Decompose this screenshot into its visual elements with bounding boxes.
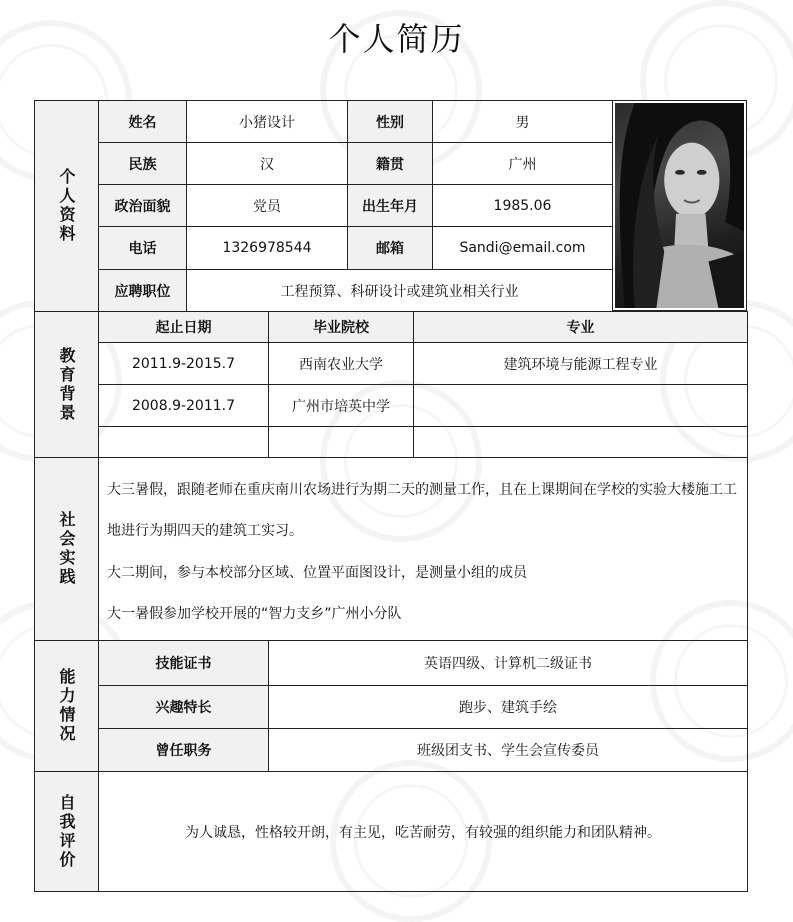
edu-header-date: 起止日期 (98, 311, 269, 343)
edu-row-major (413, 384, 748, 427)
ability-value: 班级团支书、学生会宣传委员 (268, 728, 748, 772)
profile-photo (612, 100, 747, 311)
section-label-evaluation (34, 771, 99, 892)
edu-header-major: 专业 (413, 311, 748, 343)
ability-value: 跑步、建筑手绘 (268, 685, 748, 729)
name-label: 姓名 (98, 100, 187, 143)
section-label-text: 个人资料 (57, 168, 76, 244)
practice-line: 大一暑假参加学校开展的“智力支乡”广州小分队 (107, 606, 402, 622)
section-label-text: 能力情况 (57, 668, 76, 744)
ethnicity-label: 民族 (98, 142, 187, 185)
origin-label: 籍贯 (347, 142, 433, 185)
section-label-social (34, 457, 99, 641)
edu-row-major (413, 426, 748, 458)
birth-value: 1985.06 (432, 184, 613, 227)
ability-label: 曾任职务 (98, 728, 269, 772)
ability-label: 技能证书 (98, 640, 269, 686)
edu-row-school: 广州市培英中学 (268, 384, 414, 427)
gender-label: 性别 (347, 100, 433, 143)
section-label-education (34, 311, 99, 458)
social-practice-content (98, 457, 748, 641)
phone-label: 电话 (98, 226, 187, 270)
section-label-personal (34, 100, 99, 312)
practice-line: 大二期间，参与本校部分区域、位置平面图设计，是测量小组的成员 (107, 565, 527, 581)
edu-row-school: 西南农业大学 (268, 342, 414, 385)
name-value: 小猪设计 (186, 100, 348, 143)
political-label: 政治面貌 (98, 184, 187, 227)
practice-line: 地进行为期四天的建筑工实习。 (107, 523, 303, 539)
phone-value: 1326978544 (186, 226, 348, 270)
birth-label: 出生年月 (347, 184, 433, 227)
edu-header-school: 毕业院校 (268, 311, 414, 343)
email-value: Sandi@email.com (432, 226, 613, 270)
gender-value: 男 (432, 100, 613, 143)
ability-value: 英语四级、计算机二级证书 (268, 640, 748, 686)
political-value: 党员 (186, 184, 348, 227)
section-label-text: 社会实践 (57, 511, 76, 587)
position-value: 工程预算、科研设计或建筑业相关行业 (186, 269, 613, 312)
page-title: 个人简历 (328, 20, 465, 58)
edu-row-major: 建筑环境与能源工程专业 (413, 342, 748, 385)
self-evaluation-text: 为人诚恳，性格较开朗，有主见，吃苦耐劳，有较强的组织能力和团队精神。 (98, 771, 748, 892)
position-label: 应聘职位 (98, 269, 187, 312)
portrait-image (615, 103, 744, 308)
email-label: 邮箱 (347, 226, 433, 270)
practice-line: 大三暑假，跟随老师在重庆南川农场进行为期二天的测量工作，且在上课期间在学校的实验大楼施工工 (107, 482, 737, 498)
section-label-ability (34, 640, 99, 772)
edu-row-school (268, 426, 414, 458)
edu-row-date: 2011.9-2015.7 (98, 342, 269, 385)
ability-label: 兴趣特长 (98, 685, 269, 729)
origin-value: 广州 (432, 142, 613, 185)
section-label-text: 自我评价 (57, 793, 76, 870)
edu-row-date (98, 426, 269, 458)
ethnicity-value: 汉 (186, 142, 348, 185)
section-label-text: 教育背景 (57, 346, 76, 423)
edu-row-date: 2008.9-2011.7 (98, 384, 269, 427)
